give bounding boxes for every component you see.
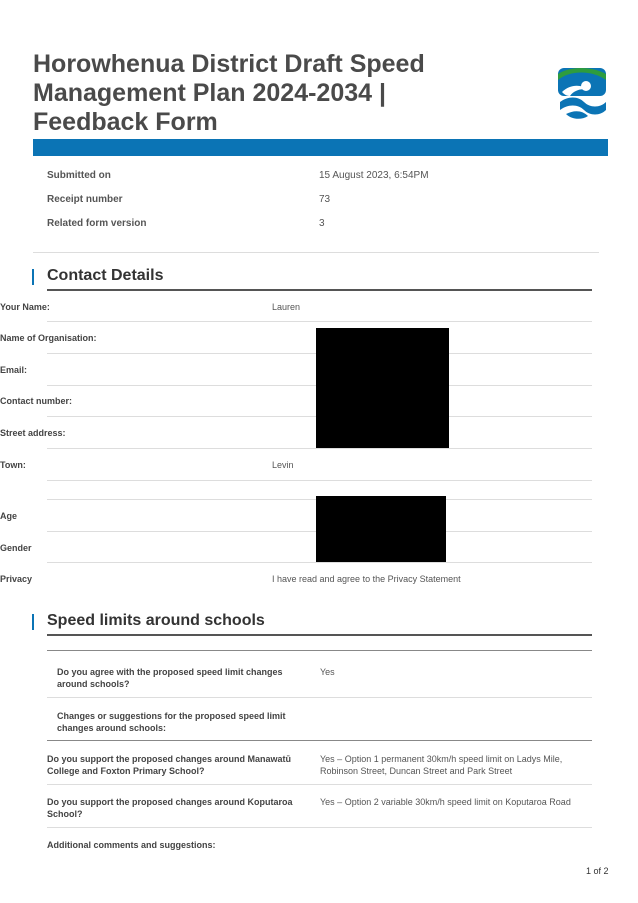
page-number: 1 of 2 <box>586 866 609 876</box>
field-value: Lauren <box>272 302 301 312</box>
field-value: I have read and agree to the Privacy Statement <box>272 574 461 584</box>
field-label: Privacy <box>0 574 33 584</box>
page-title: Horowhenua District Draft Speed Management Plan 2024-2034 | Feedback Form <box>33 50 425 136</box>
row-divider <box>47 650 592 651</box>
answer-text: Yes – Option 2 variable 30km/h speed limit on Koputaroa Road <box>320 797 571 807</box>
section-title: Speed limits around schools <box>47 612 265 629</box>
row-divider <box>47 784 592 785</box>
field-label: Contact number: <box>0 396 72 406</box>
submission-meta <box>47 170 592 242</box>
question-text: Do you support the proposed changes around Manawatū College and Foxton Primary School? <box>47 754 292 776</box>
field-label: Email: <box>0 365 28 375</box>
meta-label: Receipt number <box>47 194 123 205</box>
field-label: Your Name: <box>0 302 50 312</box>
divider <box>33 252 599 253</box>
field-label: Name of Organisation: <box>0 333 97 343</box>
row-divider <box>47 562 592 563</box>
meta-row <box>47 170 592 194</box>
section-marker <box>32 269 34 285</box>
section-heading-schools <box>32 612 592 636</box>
header-band <box>33 139 608 156</box>
meta-value: 73 <box>319 194 331 205</box>
meta-value: 15 August 2023, 6:54PM <box>319 170 429 181</box>
redaction-block <box>316 496 446 562</box>
section-marker <box>32 614 34 630</box>
field-value: Levin <box>272 460 294 470</box>
meta-value: 3 <box>319 218 325 229</box>
field-label: Age <box>0 511 18 521</box>
row-divider <box>47 448 592 449</box>
row-divider <box>47 697 592 698</box>
section-rule <box>47 634 592 636</box>
section-rule <box>47 289 592 291</box>
meta-row <box>47 194 592 218</box>
section-heading-contact <box>32 267 592 291</box>
meta-row <box>47 218 592 242</box>
row-divider <box>47 321 592 322</box>
question-text: Do you support the proposed changes around Koputaroa School? <box>47 797 293 819</box>
question-text: Changes or suggestions for the proposed speed limit changes around schools: <box>57 711 286 733</box>
meta-label: Related form version <box>47 218 147 229</box>
field-label: Town: <box>0 460 26 470</box>
council-logo-icon <box>556 66 608 120</box>
answer-text: Yes <box>320 667 335 677</box>
question-text: Do you agree with the proposed speed limit changes around schools? <box>57 667 283 689</box>
question-text: Additional comments and suggestions: <box>47 840 216 850</box>
row-divider <box>47 827 592 828</box>
redaction-block <box>316 328 449 448</box>
row-divider <box>47 740 592 741</box>
meta-label: Submitted on <box>47 170 111 181</box>
field-label: Gender <box>0 543 32 553</box>
field-label: Street address: <box>0 428 66 438</box>
row-divider <box>47 480 592 481</box>
section-title: Contact Details <box>47 267 164 284</box>
answer-text: Yes – Option 1 permanent 30km/h speed limit on Ladys Mile, Robinson Street, Duncan Street and Park Street <box>320 754 563 776</box>
